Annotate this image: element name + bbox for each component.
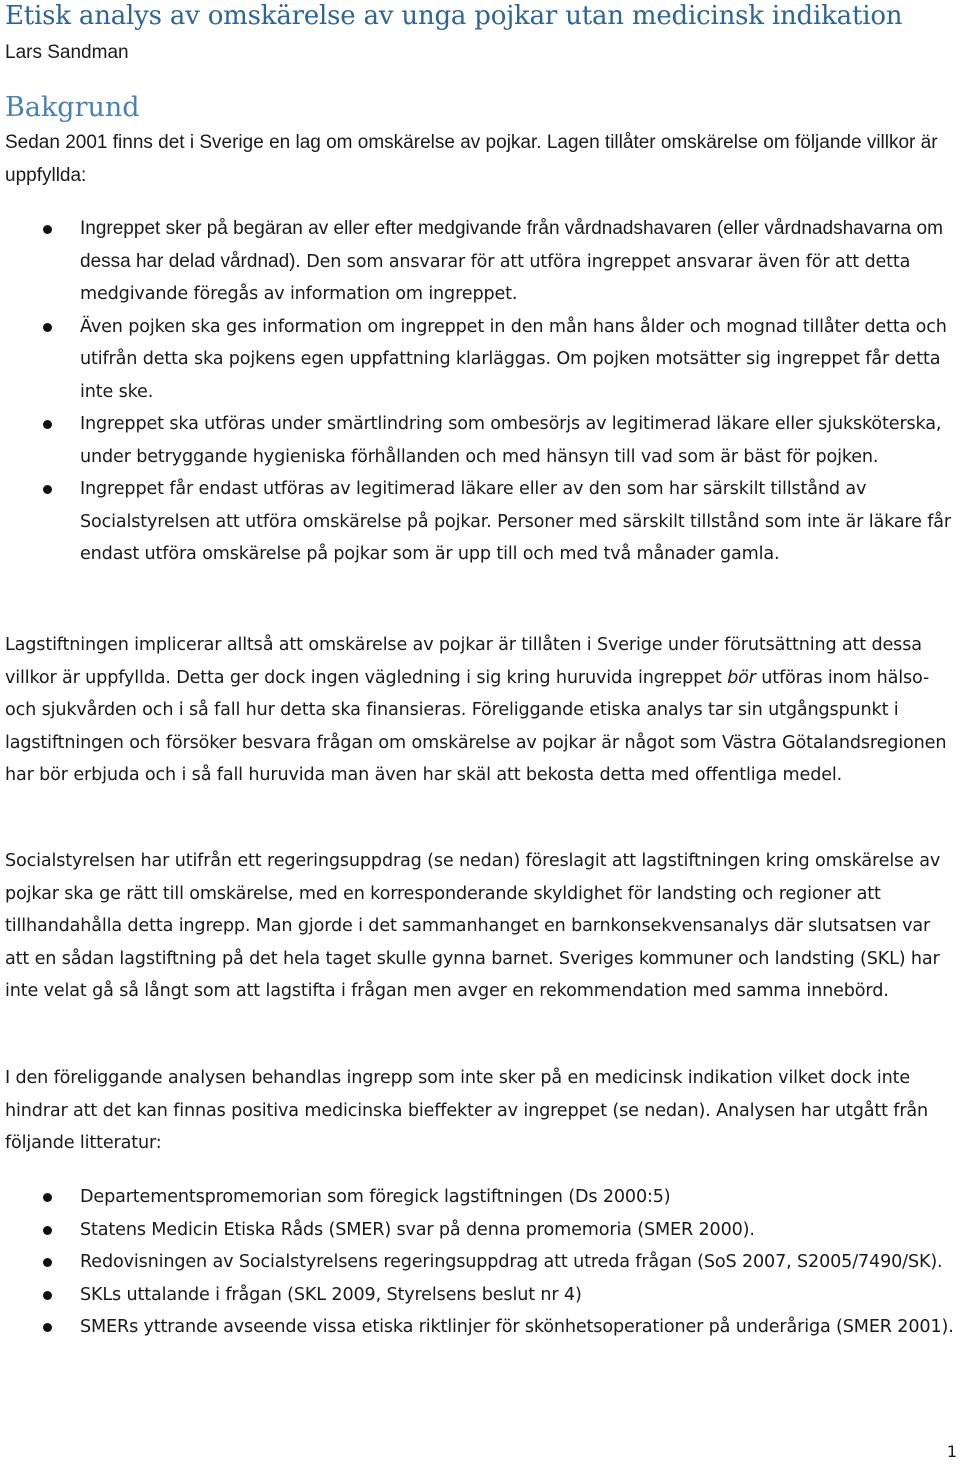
list-item-text: Redovisningen av Socialstyrelsens regeringsuppdrag att utreda frågan (SoS 2007, S2005/7490/SK). bbox=[80, 1252, 943, 1272]
list-item bbox=[0, 1181, 960, 1214]
list-item bbox=[0, 408, 960, 473]
list-item-text: Ingreppet ska utföras under smärtlindring som ombesörjs av legitimerad läkare eller sjuksköterska, under betryggande hygieniska förhållanden och med hänsyn till vad som är bäst för pojken. bbox=[80, 414, 942, 467]
paragraph-socialstyrelsen: Socialstyrelsen har utifrån ett regeringsuppdrag (se nedan) föreslagit att lagstiftningen kring omskärelse av pojkar ska ge rätt till omskärelse, med en korresponderande skyldighet för landsting och regioner att tillhandahålla detta ingrepp. Man gjorde i det sammanhanget en barnkonsekvensanalys där slutsatsen var att en sådan lagstiftning på det hela taget skulle gynna barnet. Sveriges kommuner och landsting (SKL) har inte velat gå så långt som att lagstifta i frågan men avger en rekommendation med samma innebörd. bbox=[5, 851, 941, 1001]
section-heading: Bakgrund bbox=[5, 92, 140, 123]
bullet-icon bbox=[43, 323, 52, 332]
bullet-icon bbox=[43, 485, 52, 494]
document-title: Etisk analys av omskärelse av unga pojkar utan medicinsk indikation bbox=[5, 1, 903, 31]
emphasis-text: bör bbox=[727, 667, 756, 688]
literature-list bbox=[0, 1181, 960, 1344]
list-item-text: Ingreppet sker på begäran av eller efter medgivande från vårdnadshavaren (eller vårdnadshavarna om dessa har delad vårdnad). bbox=[80, 218, 943, 272]
paragraph-legislation bbox=[5, 629, 957, 792]
list-item bbox=[0, 1279, 960, 1312]
list-item bbox=[0, 1246, 960, 1279]
bullet-icon bbox=[43, 1258, 52, 1267]
list-item-text: Även pojken ska ges information om ingreppet in den mån hans ålder och mognad tillåter detta och utifrån detta ska pojkens egen uppfattning klarläggas. Om pojken motsätter sig ingreppet får detta inte ske. bbox=[80, 316, 947, 402]
page-number: 1 bbox=[946, 1442, 957, 1461]
list-item bbox=[0, 1311, 960, 1344]
conditions-list bbox=[0, 213, 960, 571]
bullet-icon bbox=[43, 1291, 52, 1300]
list-item-text: SMERs yttrande avseende vissa etiska riktlinjer för skönhetsoperationer på underåriga (SMER 2001). bbox=[80, 1317, 954, 1337]
list-item bbox=[0, 1214, 960, 1247]
intro-paragraph: Sedan 2001 finns det i Sverige en lag om omskärelse av pojkar. Lagen tillåter omskärelse om följande villkor är uppfyllda: bbox=[5, 132, 938, 186]
bullet-icon bbox=[43, 1193, 52, 1202]
bullet-icon bbox=[43, 225, 52, 234]
paragraph-text: utföras inom hälso- och sjukvården och i så fall hur detta ska finansieras. Föreliggande etiska analys tar sin utgångspunkt i lagstiftningen och försöker besvara frågan om omskärelse av pojkar är något som Västra Götalandsregionen har bör erbjuda och i så fall huruvida man även har skäl att bekosta detta med offentliga medel. bbox=[5, 667, 947, 785]
list-item bbox=[0, 473, 960, 571]
author-name: Lars Sandman bbox=[5, 42, 129, 63]
list-item-text: Den som ansvarar för att utföra ingreppet ansvarar även för att detta medgivande föregås av information om ingreppet. bbox=[80, 251, 911, 304]
paragraph-analysis: I den föreliggande analysen behandlas ingrepp som inte sker på en medicinsk indikation vilket dock inte hindrar att det kan finnas positiva medicinska bieffekter av ingreppet (se nedan). Analysen har utgått från följande litteratur: bbox=[5, 1068, 929, 1153]
bullet-icon bbox=[43, 1226, 52, 1235]
bullet-icon bbox=[43, 420, 52, 429]
list-item-text: Departementspromemorian som föregick lagstiftningen (Ds 2000:5) bbox=[80, 1187, 671, 1207]
list-item-text: Ingreppet får endast utföras av legitimerad läkare eller av den som har särskilt tillstånd av Socialstyrelsen att utföra omskärelse på pojkar. Personer med särskilt tillstånd som inte är läkare får endast utföra omskärelse på pojkar som är upp till och med två månader gamla. bbox=[80, 479, 952, 564]
bullet-icon bbox=[43, 1323, 52, 1332]
list-item bbox=[0, 311, 960, 409]
list-item-text: SKLs uttalande i frågan (SKL 2009, Styrelsens beslut nr 4) bbox=[80, 1284, 582, 1305]
paragraph-text: Lagstiftningen implicerar alltså att omskärelse av pojkar är tillåten i Sverige under förutsättning att dessa villkor är uppfyllda. Detta ger dock ingen vägledning i sig kring huruvida ingreppet bbox=[5, 635, 922, 688]
list-item bbox=[0, 213, 960, 311]
list-item-text: Statens Medicin Etiska Råds (SMER) svar på denna promemoria (SMER 2000). bbox=[80, 1219, 755, 1240]
